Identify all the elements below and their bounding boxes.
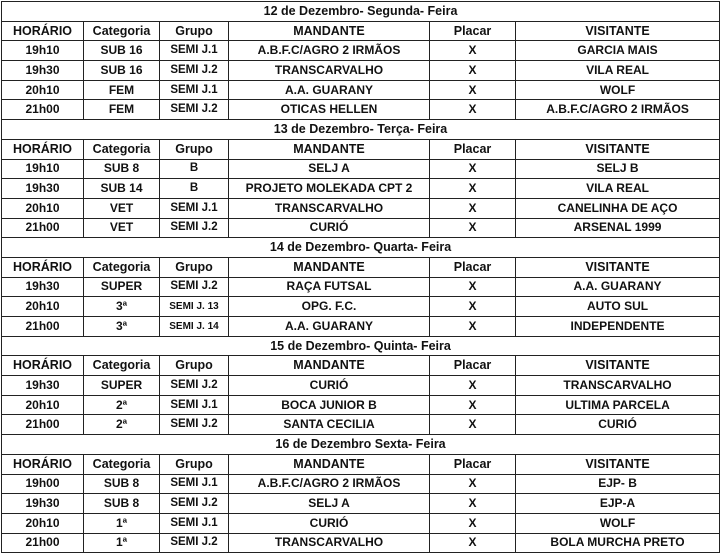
game-row	[2, 159, 720, 179]
header-categoria: Categoria	[84, 356, 160, 376]
game-group: SEMI J.2	[160, 533, 229, 553]
day-title: 16 de Dezembro Sexta- Feira	[2, 435, 720, 455]
game-row	[2, 415, 720, 435]
game-score: X	[430, 198, 516, 218]
game-group: SEMI J.1	[160, 395, 229, 415]
header-placar: Placar	[430, 356, 516, 376]
game-score: X	[430, 395, 516, 415]
game-row	[2, 179, 720, 199]
game-home-team: A.B.F.C/AGRO 2 IRMÃOS	[229, 41, 430, 61]
game-time: 21h00	[2, 415, 84, 435]
game-away-team: A.A. GUARANY	[516, 277, 720, 297]
day-title-row	[2, 435, 720, 455]
day-title-row	[2, 120, 720, 140]
game-home-team: CURIÓ	[229, 513, 430, 533]
game-group: B	[160, 159, 229, 179]
header-horario: HORÁRIO	[2, 139, 84, 159]
game-time: 21h00	[2, 533, 84, 553]
game-group: SEMI J.1	[160, 80, 229, 100]
game-row	[2, 61, 720, 81]
day-title: 13 de Dezembro- Terça- Feira	[2, 120, 720, 140]
game-score: X	[430, 317, 516, 337]
game-away-team: ARSENAL 1999	[516, 218, 720, 238]
day-title-row	[2, 2, 720, 22]
game-time: 19h10	[2, 159, 84, 179]
game-group: SEMI J.2	[160, 277, 229, 297]
game-row	[2, 100, 720, 120]
game-away-team: CANELINHA DE AÇO	[516, 198, 720, 218]
game-home-team: RAÇA FUTSAL	[229, 277, 430, 297]
game-time: 19h30	[2, 376, 84, 396]
game-group: SEMI J.1	[160, 41, 229, 61]
header-grupo: Grupo	[160, 21, 229, 41]
game-row	[2, 80, 720, 100]
game-home-team: A.A. GUARANY	[229, 80, 430, 100]
day-title-row	[2, 336, 720, 356]
game-home-team: A.A. GUARANY	[229, 317, 430, 337]
game-row	[2, 376, 720, 396]
day-title: 15 de Dezembro- Quinta- Feira	[2, 336, 720, 356]
game-score: X	[430, 100, 516, 120]
game-category: FEM	[84, 80, 160, 100]
column-header-row	[2, 21, 720, 41]
game-row	[2, 297, 720, 317]
column-header-row	[2, 454, 720, 474]
game-time: 19h30	[2, 179, 84, 199]
header-horario: HORÁRIO	[2, 21, 84, 41]
game-group: SEMI J.1	[160, 198, 229, 218]
game-group: SEMI J.2	[160, 218, 229, 238]
header-categoria: Categoria	[84, 21, 160, 41]
game-home-team: CURIÓ	[229, 218, 430, 238]
game-category: 3ª	[84, 297, 160, 317]
game-row	[2, 218, 720, 238]
game-home-team: OTICAS HELLEN	[229, 100, 430, 120]
header-horario: HORÁRIO	[2, 356, 84, 376]
game-group: SEMI J.2	[160, 376, 229, 396]
game-row	[2, 474, 720, 494]
game-home-team: SELJ A	[229, 494, 430, 514]
game-away-team: EJP- B	[516, 474, 720, 494]
game-category: VET	[84, 218, 160, 238]
game-away-team: INDEPENDENTE	[516, 317, 720, 337]
game-row	[2, 198, 720, 218]
game-category: SUB 16	[84, 41, 160, 61]
column-header-row	[2, 257, 720, 277]
game-time: 19h00	[2, 474, 84, 494]
game-home-team: A.B.F.C/AGRO 2 IRMÃOS	[229, 474, 430, 494]
game-away-team: AUTO SUL	[516, 297, 720, 317]
game-score: X	[430, 474, 516, 494]
game-category: VET	[84, 198, 160, 218]
header-placar: Placar	[430, 257, 516, 277]
header-visitante: VISITANTE	[516, 257, 720, 277]
game-score: X	[430, 159, 516, 179]
header-grupo: Grupo	[160, 356, 229, 376]
game-away-team: A.B.F.C/AGRO 2 IRMÃOS	[516, 100, 720, 120]
game-time: 20h10	[2, 198, 84, 218]
game-time: 21h00	[2, 100, 84, 120]
header-mandante: MANDANTE	[229, 257, 430, 277]
game-score: X	[430, 494, 516, 514]
day-title: 14 de Dezembro- Quarta- Feira	[2, 238, 720, 258]
game-score: X	[430, 297, 516, 317]
game-row	[2, 494, 720, 514]
game-score: X	[430, 277, 516, 297]
game-category: SUPER	[84, 376, 160, 396]
game-category: SUB 14	[84, 179, 160, 199]
game-away-team: WOLF	[516, 513, 720, 533]
game-away-team: WOLF	[516, 80, 720, 100]
header-visitante: VISITANTE	[516, 139, 720, 159]
game-away-team: ULTIMA PARCELA	[516, 395, 720, 415]
game-category: 2ª	[84, 395, 160, 415]
game-category: FEM	[84, 100, 160, 120]
game-time: 19h30	[2, 494, 84, 514]
header-placar: Placar	[430, 21, 516, 41]
game-category: SUB 8	[84, 159, 160, 179]
header-horario: HORÁRIO	[2, 257, 84, 277]
header-grupo: Grupo	[160, 139, 229, 159]
game-row	[2, 513, 720, 533]
header-grupo: Grupo	[160, 454, 229, 474]
game-away-team: EJP-A	[516, 494, 720, 514]
game-home-team: SANTA CECILIA	[229, 415, 430, 435]
game-away-team: CURIÓ	[516, 415, 720, 435]
game-category: SUB 8	[84, 494, 160, 514]
game-time: 19h30	[2, 61, 84, 81]
header-categoria: Categoria	[84, 257, 160, 277]
header-placar: Placar	[430, 139, 516, 159]
schedule-table	[1, 1, 720, 553]
game-group: SEMI J. 14	[160, 317, 229, 337]
game-time: 21h00	[2, 218, 84, 238]
game-row	[2, 533, 720, 553]
header-horario: HORÁRIO	[2, 454, 84, 474]
game-away-team: VILA REAL	[516, 61, 720, 81]
column-header-row	[2, 356, 720, 376]
day-title: 12 de Dezembro- Segunda- Feira	[2, 2, 720, 22]
header-mandante: MANDANTE	[229, 454, 430, 474]
game-category: 2ª	[84, 415, 160, 435]
game-group: SEMI J.2	[160, 100, 229, 120]
game-score: X	[430, 218, 516, 238]
game-score: X	[430, 80, 516, 100]
game-category: 1ª	[84, 513, 160, 533]
header-categoria: Categoria	[84, 139, 160, 159]
game-group: SEMI J. 13	[160, 297, 229, 317]
game-home-team: CURIÓ	[229, 376, 430, 396]
game-home-team: OPG. F.C.	[229, 297, 430, 317]
game-home-team: TRANSCARVALHO	[229, 533, 430, 553]
game-time: 20h10	[2, 297, 84, 317]
header-mandante: MANDANTE	[229, 139, 430, 159]
game-away-team: TRANSCARVALHO	[516, 376, 720, 396]
game-time: 21h00	[2, 317, 84, 337]
game-score: X	[430, 179, 516, 199]
game-score: X	[430, 513, 516, 533]
header-visitante: VISITANTE	[516, 21, 720, 41]
game-score: X	[430, 61, 516, 81]
game-group: SEMI J.1	[160, 474, 229, 494]
game-category: SUB 16	[84, 61, 160, 81]
header-visitante: VISITANTE	[516, 356, 720, 376]
game-category: 3ª	[84, 317, 160, 337]
game-away-team: BOLA MURCHA PRETO	[516, 533, 720, 553]
game-group: B	[160, 179, 229, 199]
game-score: X	[430, 376, 516, 396]
game-row	[2, 395, 720, 415]
game-time: 19h10	[2, 41, 84, 61]
game-away-team: GARCIA MAIS	[516, 41, 720, 61]
game-score: X	[430, 415, 516, 435]
game-home-team: BOCA JUNIOR B	[229, 395, 430, 415]
game-home-team: PROJETO MOLEKADA CPT 2	[229, 179, 430, 199]
game-category: SUB 8	[84, 474, 160, 494]
header-visitante: VISITANTE	[516, 454, 720, 474]
column-header-row	[2, 139, 720, 159]
header-placar: Placar	[430, 454, 516, 474]
game-row	[2, 277, 720, 297]
game-group: SEMI J.1	[160, 513, 229, 533]
game-home-team: TRANSCARVALHO	[229, 198, 430, 218]
header-grupo: Grupo	[160, 257, 229, 277]
game-category: 1ª	[84, 533, 160, 553]
header-categoria: Categoria	[84, 454, 160, 474]
game-away-team: SELJ B	[516, 159, 720, 179]
game-away-team: VILA REAL	[516, 179, 720, 199]
game-category: SUPER	[84, 277, 160, 297]
header-mandante: MANDANTE	[229, 356, 430, 376]
game-time: 20h10	[2, 395, 84, 415]
game-home-team: TRANSCARVALHO	[229, 61, 430, 81]
game-time: 20h10	[2, 513, 84, 533]
game-time: 20h10	[2, 80, 84, 100]
header-mandante: MANDANTE	[229, 21, 430, 41]
game-row	[2, 317, 720, 337]
game-time: 19h30	[2, 277, 84, 297]
game-group: SEMI J.2	[160, 61, 229, 81]
game-score: X	[430, 533, 516, 553]
day-title-row	[2, 238, 720, 258]
game-score: X	[430, 41, 516, 61]
game-row	[2, 41, 720, 61]
game-group: SEMI J.2	[160, 415, 229, 435]
game-home-team: SELJ A	[229, 159, 430, 179]
game-group: SEMI J.2	[160, 494, 229, 514]
